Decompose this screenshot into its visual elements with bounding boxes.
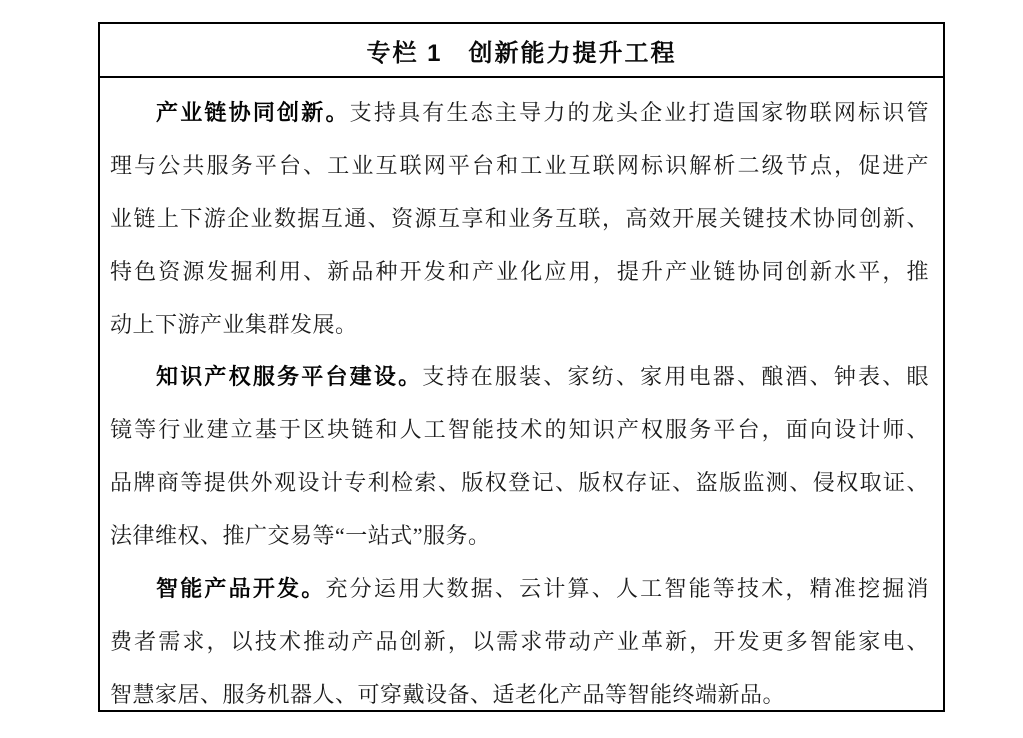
line-text: 品牌商等提供外观设计专利检索、版权登记、版权存证、盗版监测、侵权取证、 xyxy=(110,470,929,496)
box-title xyxy=(100,24,943,78)
box-title-text: 创新能力提升工程 xyxy=(468,39,677,67)
line-text: 理与公共服务平台、工业互联网平台和工业互联网标识解析二级节点，促进产 xyxy=(110,152,929,178)
paragraph-lead: 智能产品开发。 xyxy=(156,576,326,602)
paragraph-line xyxy=(110,299,929,352)
line-text: 特色资源发掘利用、新品种开发和产业化应用，提升产业链协同创新水平，推 xyxy=(110,258,929,284)
paragraph-line xyxy=(110,193,929,246)
paragraph-line xyxy=(110,616,929,669)
paragraph-line xyxy=(110,246,929,299)
paragraph-line xyxy=(110,563,929,616)
column-box xyxy=(98,22,945,712)
line-text: 费者需求，以技术推动产品创新，以需求带动产业革新，开发更多智能家电、 xyxy=(110,628,929,654)
line-text: 支持在服装、家纺、家用电器、酿酒、钟表、眼 xyxy=(422,364,929,390)
line-text: 业链上下游企业数据互通、资源互享和业务互联，高效开展关键技术协同创新、 xyxy=(110,205,929,231)
line-text: 镜等行业建立基于区块链和人工智能技术的知识产权服务平台，面向设计师、 xyxy=(110,417,929,443)
paragraph-line xyxy=(110,351,929,404)
paragraph-line xyxy=(110,510,929,563)
paragraph-line xyxy=(110,669,929,722)
line-text: 动上下游产业集群发展。 xyxy=(110,311,358,337)
paragraph-line xyxy=(110,404,929,457)
paragraph-line xyxy=(110,457,929,510)
line-text: 法律维权、推广交易等“一站式”服务。 xyxy=(110,523,491,549)
line-text: 智慧家居、服务机器人、可穿戴设备、适老化产品等智能终端新品。 xyxy=(110,681,786,707)
paragraph-line xyxy=(110,87,929,140)
paragraph-line xyxy=(110,140,929,193)
box-title-number: 专栏 1 xyxy=(366,39,443,67)
line-text: 支持具有生态主导力的龙头企业打造国家物联网标识管 xyxy=(349,100,929,125)
line-text: 充分运用大数据、云计算、人工智能等技术，精准挖掘消 xyxy=(325,576,929,602)
box-body xyxy=(100,78,943,722)
paragraph-lead: 知识产权服务平台建设。 xyxy=(156,364,423,390)
paragraph-lead: 产业链协同创新。 xyxy=(156,100,350,125)
